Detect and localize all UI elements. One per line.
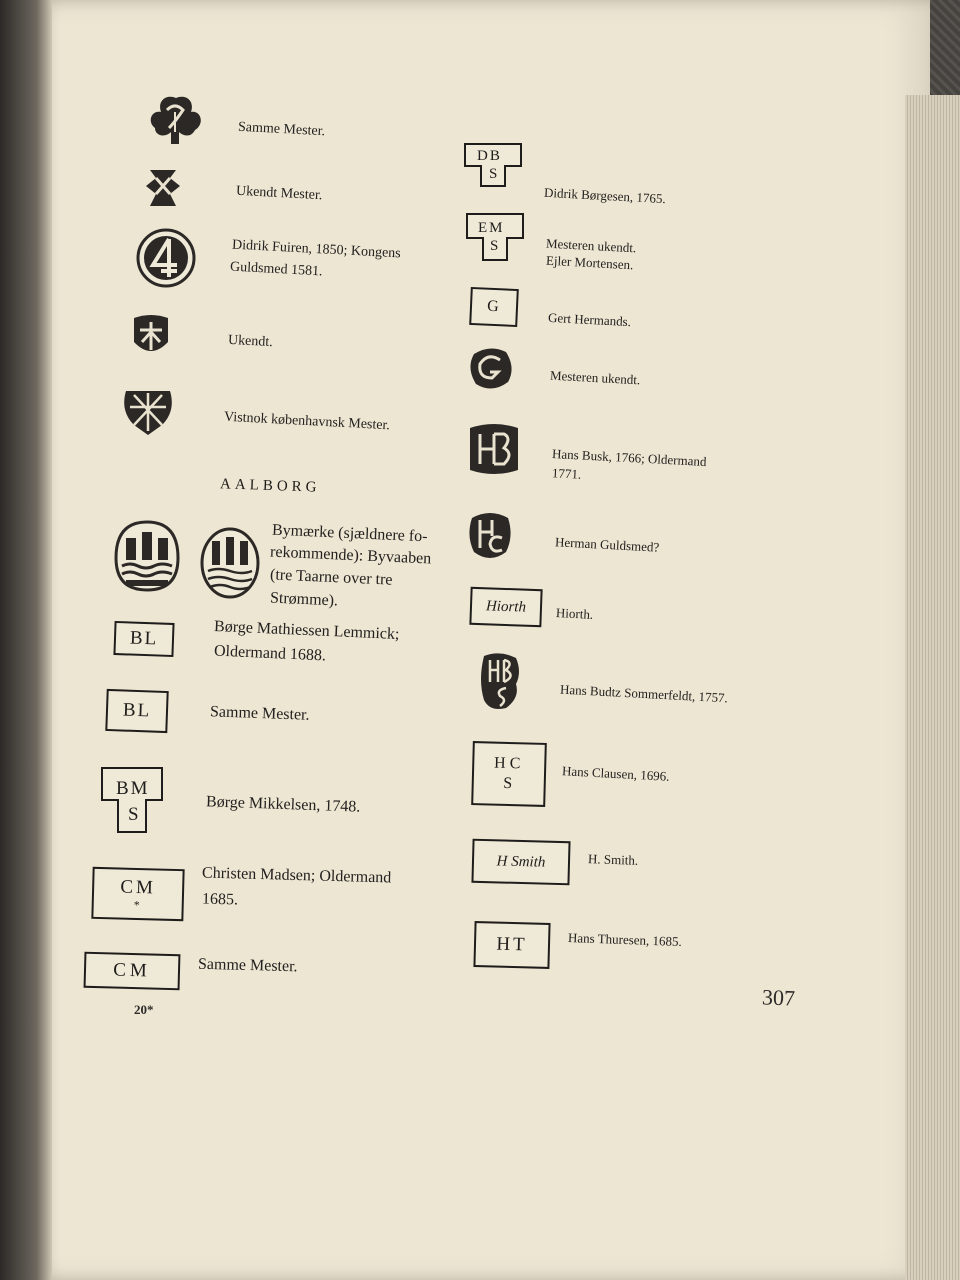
mark-text-1: Christen Madsen; Oldermand — [201, 864, 392, 887]
mark-text: Samme Mester. — [209, 703, 310, 724]
entry-text: Didrik Børgesen, 1765. — [543, 184, 667, 207]
bms-mark-bottom: S — [128, 804, 139, 825]
entry-text-1: Mesteren ukendt. — [545, 235, 637, 256]
entry-text: Hans Budtz Sommerfeldt, 1757. — [559, 681, 729, 706]
entry-text-2: 1771. — [551, 465, 582, 482]
hbs-monogram-mark — [476, 650, 522, 712]
entry-text: Ukendt Mester. — [235, 183, 323, 204]
gutter-shadow — [0, 0, 52, 1280]
entry-text: Gert Hermands. — [547, 309, 632, 330]
page-number: 307 — [761, 984, 796, 1011]
trefoil-monogram-mark — [145, 92, 207, 150]
town-text-3: (tre Taarne over tre — [269, 566, 393, 589]
g-mark: G — [469, 287, 519, 327]
entry-text: Vistnok københavnsk Mester. — [223, 409, 391, 434]
town-text-4: Strømme). — [269, 589, 339, 610]
town-waves-mark — [198, 525, 262, 601]
ornament-mark — [142, 166, 184, 210]
g-monogram-mark — [466, 344, 516, 392]
entry-text: Hans Clausen, 1696. — [561, 763, 670, 784]
cm-star-mark-frame — [91, 867, 184, 921]
entry-text-1: Didrik Fuiren, 1850; Kongens — [231, 237, 402, 262]
entry-text: H. Smith. — [587, 851, 639, 868]
mark-text-1: Børge Mathiessen Lemmick; — [213, 617, 400, 644]
bl-mark: BL — [113, 621, 174, 657]
mark-text-2: 1685. — [201, 890, 239, 909]
dbs-mark-top: DB — [477, 148, 502, 164]
star-shield-mark — [118, 385, 178, 439]
hcs-mark-top: HC — [493, 754, 525, 773]
round-4-mark — [135, 227, 197, 289]
page-stack-edge — [905, 95, 960, 1280]
mark-text: Børge Mikkelsen, 1748. — [205, 793, 361, 816]
town-arms-mark — [110, 518, 184, 594]
section-heading: AALBORG — [219, 476, 321, 496]
cm-mark: CM — [84, 952, 181, 991]
hg-monogram-mark — [466, 508, 514, 562]
dbs-mark-bottom: S — [489, 166, 498, 182]
hcs-mark-bottom: S — [503, 774, 515, 793]
entry-text: Herman Guldsmed? — [554, 534, 660, 555]
mark-text: Samme Mester. — [197, 955, 298, 976]
entry-text: Mesteren ukendt. — [549, 367, 641, 388]
hcs-mark-frame — [471, 741, 547, 807]
entry-text: Ukendt. — [227, 332, 274, 351]
cm-star-mark-top: CM — [120, 876, 157, 899]
hiorth-mark: Hiorth — [469, 587, 542, 627]
cm-star-mark-bottom: * — [133, 897, 142, 913]
hb-monogram-mark — [464, 420, 524, 478]
shield-mark — [128, 312, 174, 360]
h-smith-mark: H Smith — [471, 839, 570, 886]
bms-mark-top: BM — [116, 778, 150, 799]
town-text-1: Bymærke (sjældnere fo- — [271, 521, 428, 546]
entry-text-1: Hans Busk, 1766; Oldermand — [551, 445, 707, 470]
entry-text: Hiorth. — [555, 605, 594, 622]
ems-mark-top: EM — [478, 220, 505, 236]
town-text-2: rekommende): Byvaaben — [269, 543, 432, 568]
ems-mark-bottom: S — [490, 238, 499, 254]
signature-mark: 20* — [134, 1002, 154, 1017]
entry-text: Hans Thuresen, 1685. — [567, 930, 683, 949]
entry-text-2: Guldsmed 1581. — [229, 259, 323, 280]
bl-mark: BL — [105, 689, 168, 733]
entry-text: Samme Mester. — [237, 119, 326, 140]
mark-text-2: Oldermand 1688. — [213, 642, 327, 665]
entry-text-2: Ejler Mortensen. — [545, 252, 634, 273]
ht-mark: HT — [473, 921, 550, 969]
